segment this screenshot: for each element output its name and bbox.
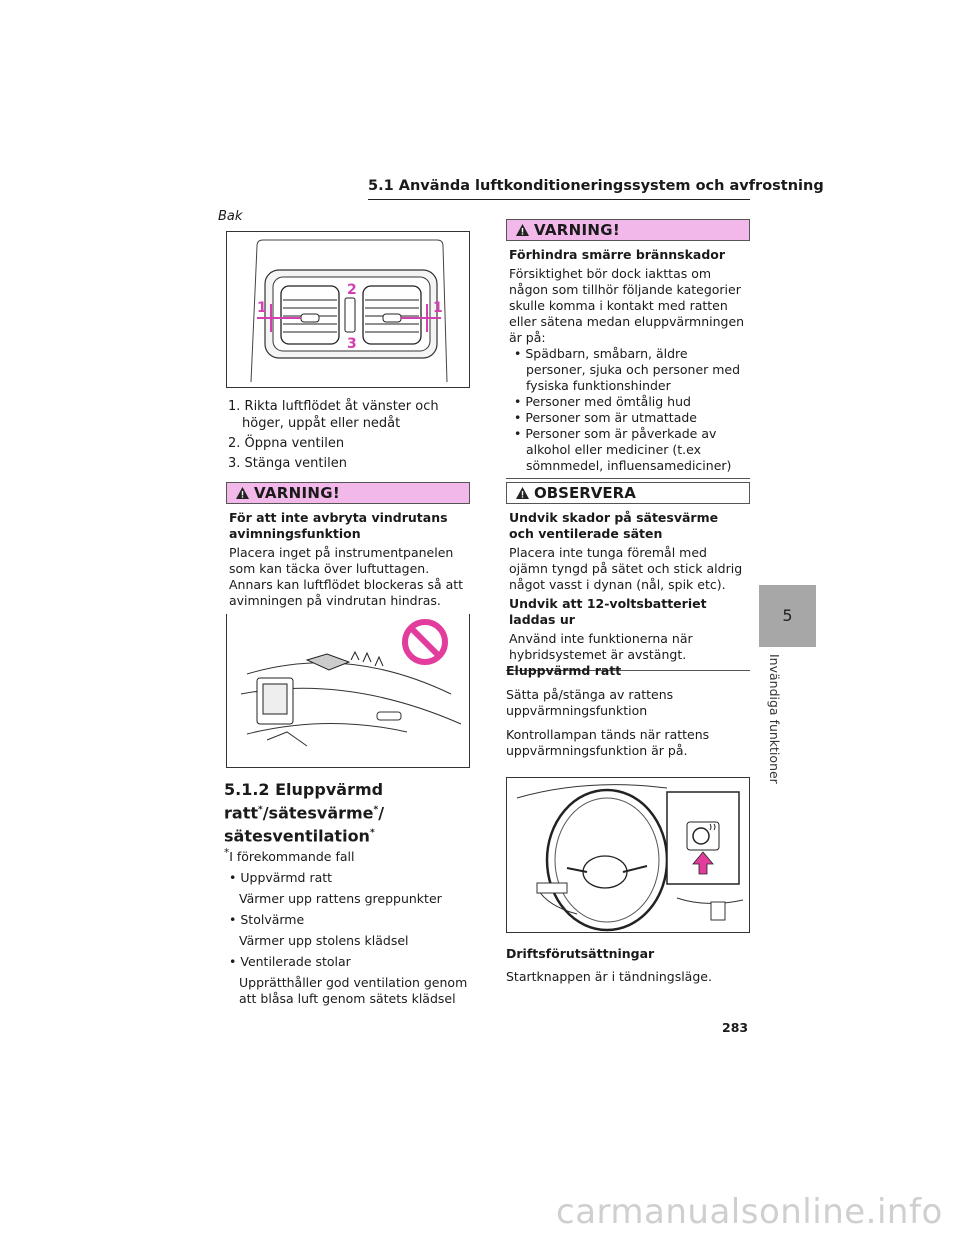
chapter-label: Invändiga funktioner [767, 654, 782, 784]
feature-desc: Upprätthåller god ventilation genom att blåsa luft genom sätets klädsel [239, 975, 468, 1007]
page-header [368, 178, 824, 200]
conditions-heading: Driftsförutsättningar [506, 946, 655, 961]
conditions-section [506, 946, 746, 985]
warning-box-right: VARNING! Förhindra smärre brännskador Försiktighet bör dock iakttas om någon som tillhör följande kategorier skulle komma i kontakt med ratten eller sätena medan eluppvärmningen är på: • Spädbarn, småbarn, äldre personer, sjuka och personer med fysiska funktionshinder • Personer med ömtålig hud • Personer som är utmattade • Personer som är påverkade av alkohol eller mediciner (t.ex sömnmedel, influensamediciner) [506, 219, 750, 479]
section-title-part: / [378, 803, 385, 823]
warning-bullet: Personer som är påverkade av alkohol eller mediciner (t.ex sömnmedel, influensamediciner) [525, 426, 732, 473]
warning-icon [515, 223, 530, 237]
warning-header [506, 219, 750, 241]
warning-title: VARNING! [534, 221, 620, 239]
warning-title: VARNING! [254, 484, 340, 502]
feature-desc: Värmer upp rattens greppunkter [239, 891, 442, 907]
notice-header [506, 482, 750, 504]
warning-bullet: Personer med ömtålig hud [525, 394, 691, 409]
notice-icon [515, 486, 530, 500]
section-title-line1: 5.1.2 Eluppvärmd [224, 780, 384, 799]
section-title-part: sätesventilation [224, 826, 370, 846]
warning-heading: Förhindra smärre brännskador [509, 247, 726, 262]
conditions-body: Startknappen är i tändningsläge. [506, 969, 712, 984]
heated-wheel-section [506, 663, 746, 759]
feature-title: Ventilerade stolar [240, 954, 351, 970]
features-list: *I förekommande fall • Uppvärmd ratt Värmer upp rattens greppunkter • Stolvärme Värmer upp stolens klädsel • Ventilerade stolar Upprätthåller god ventilation genom att blåsa luft genom sätets klädsel [224, 845, 474, 1012]
notice-heading: Undvik att 12-voltsbatteriet laddas ur [509, 596, 707, 627]
callout-1-left: 1 [257, 300, 267, 316]
footnote-marker: * [369, 828, 375, 839]
header-title: 5.1 Använda luftkonditioneringssystem och avfrostning [368, 178, 824, 194]
chapter-tab: 5 [759, 585, 816, 647]
steps-list [228, 398, 473, 475]
section-title-part: ratt [224, 803, 258, 823]
callout-1-right: 1 [433, 300, 443, 316]
feature-desc: Värmer upp stolens klädsel [239, 933, 409, 949]
steering-wheel-illustration [507, 778, 750, 933]
dashboard-illustration [227, 614, 470, 768]
step-item: 3. Stänga ventilen [228, 456, 347, 471]
footnote-marker: * [257, 805, 263, 815]
section-title [224, 780, 472, 847]
callout-2: 2 [347, 282, 357, 298]
paragraph: Sätta på/stänga av rattens uppvärmningsfunktion [506, 687, 674, 718]
warning-bullet: Personer som är utmattade [525, 410, 697, 425]
step-item: 1. Rikta luftflödet åt vänster och höger, uppåt eller nedåt [228, 399, 439, 431]
notice-body: Använd inte funktionerna när hybridsystemet är avstängt. [509, 631, 693, 662]
notice-heading: Undvik skador på sätesvärme och ventilerade säten [509, 510, 719, 541]
rear-vents-illustration [227, 232, 470, 388]
warning-heading: För att inte avbryta vindrutans avimningsfunktion [229, 510, 448, 541]
notice-title: OBSERVERA [534, 484, 636, 502]
notice-body: Placera inte tunga föremål med ojämn tyngd på sätet och stick aldrig något vasst i dynan (nål, spik etc). [509, 545, 743, 592]
warning-body: Placera inget på instrumentpanelen som kan täcka över luftuttagen. Annars kan luftflödet blockeras så att avimningen på vindrutan hindras. [229, 545, 464, 608]
footnote: I förekommande fall [229, 849, 355, 865]
rear-vents-figure [226, 231, 470, 388]
page-number: 283 [722, 1020, 749, 1035]
callout-3: 3 [347, 336, 357, 352]
notice-box [506, 482, 750, 671]
section-title-part: /sätesvärme [262, 803, 374, 823]
step-item: 2. Öppna ventilen [228, 436, 345, 451]
feature-title: Uppvärmd ratt [240, 870, 333, 886]
warning-header [226, 482, 470, 504]
footnote-marker: * [373, 805, 379, 815]
steering-wheel-figure [506, 777, 750, 933]
figure-caption: Bak [218, 209, 243, 224]
footnote-marker: * [224, 847, 230, 859]
warning-bullet: Spädbarn, småbarn, äldre personer, sjuka och personer med fysiska funktionshinder [525, 346, 741, 393]
feature-title: Stolvärme [240, 912, 305, 928]
warning-icon [235, 486, 250, 500]
dashboard-figure [226, 614, 470, 768]
warning-intro: Försiktighet bör dock iakttas om någon som tillhör följande kategorier skulle komma i kontakt med ratten eller sätena medan eluppvärmningen är på: [509, 266, 745, 345]
watermark: carmanualsonline.info [556, 1192, 943, 1232]
warning-box-left [226, 482, 470, 612]
paragraph: Kontrollampan tänds när rattens uppvärmningsfunktion är på. [506, 727, 710, 758]
subheading: Eluppvärmd ratt [506, 663, 622, 678]
